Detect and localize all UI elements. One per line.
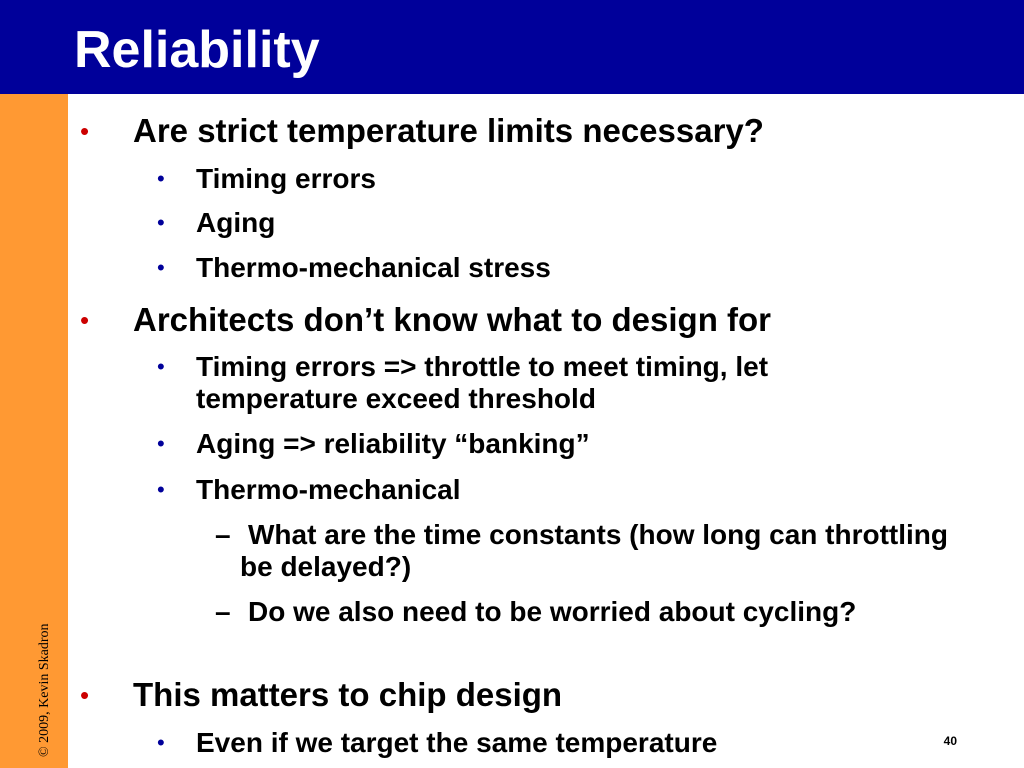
bullet-item-level2: Timing errors => throttle to meet timing, let temperature exceed threshold [196,351,769,414]
bullet-item-level2: Aging [196,207,276,238]
bullet-icon: • [157,730,165,755]
page-number: 40 [943,734,957,748]
bullet-item-level1: Architects don’t know what to design for [133,301,772,338]
bullet-icon: • [157,210,165,235]
bullet-item-level2: Thermo-mechanical [196,474,461,505]
bullet-icon: • [80,680,90,710]
bullet-icon: • [157,166,165,191]
bullet-item-level1: This matters to chip design [133,676,563,713]
copyright-notice: © 2009, Kevin Skadron [37,623,52,757]
dash-icon: – [215,519,231,550]
bullet-icon: • [157,354,165,379]
bullet-item-level1: Are strict temperature limits necessary? [133,112,764,149]
bullet-item-level2: Aging => reliability “banking” [196,428,590,459]
bullet-item-level3: What are the time constants (how long can throttling be delayed?) [240,519,949,582]
bullet-item-level2: Even if we target the same temperature [196,727,718,758]
bullet-item-level2: Thermo-mechanical stress [196,252,551,283]
bullet-item-level3: Do we also need to be worried about cycling? [248,596,857,627]
bullet-icon: • [157,431,165,456]
bullet-icon: • [157,477,165,502]
dash-icon: – [215,596,231,627]
slide-title: Reliability [74,21,320,79]
bullet-item-level2: Timing errors [196,163,376,194]
bullet-icon: • [80,305,90,335]
bullet-icon: • [157,255,165,280]
bullet-icon: • [80,116,90,146]
